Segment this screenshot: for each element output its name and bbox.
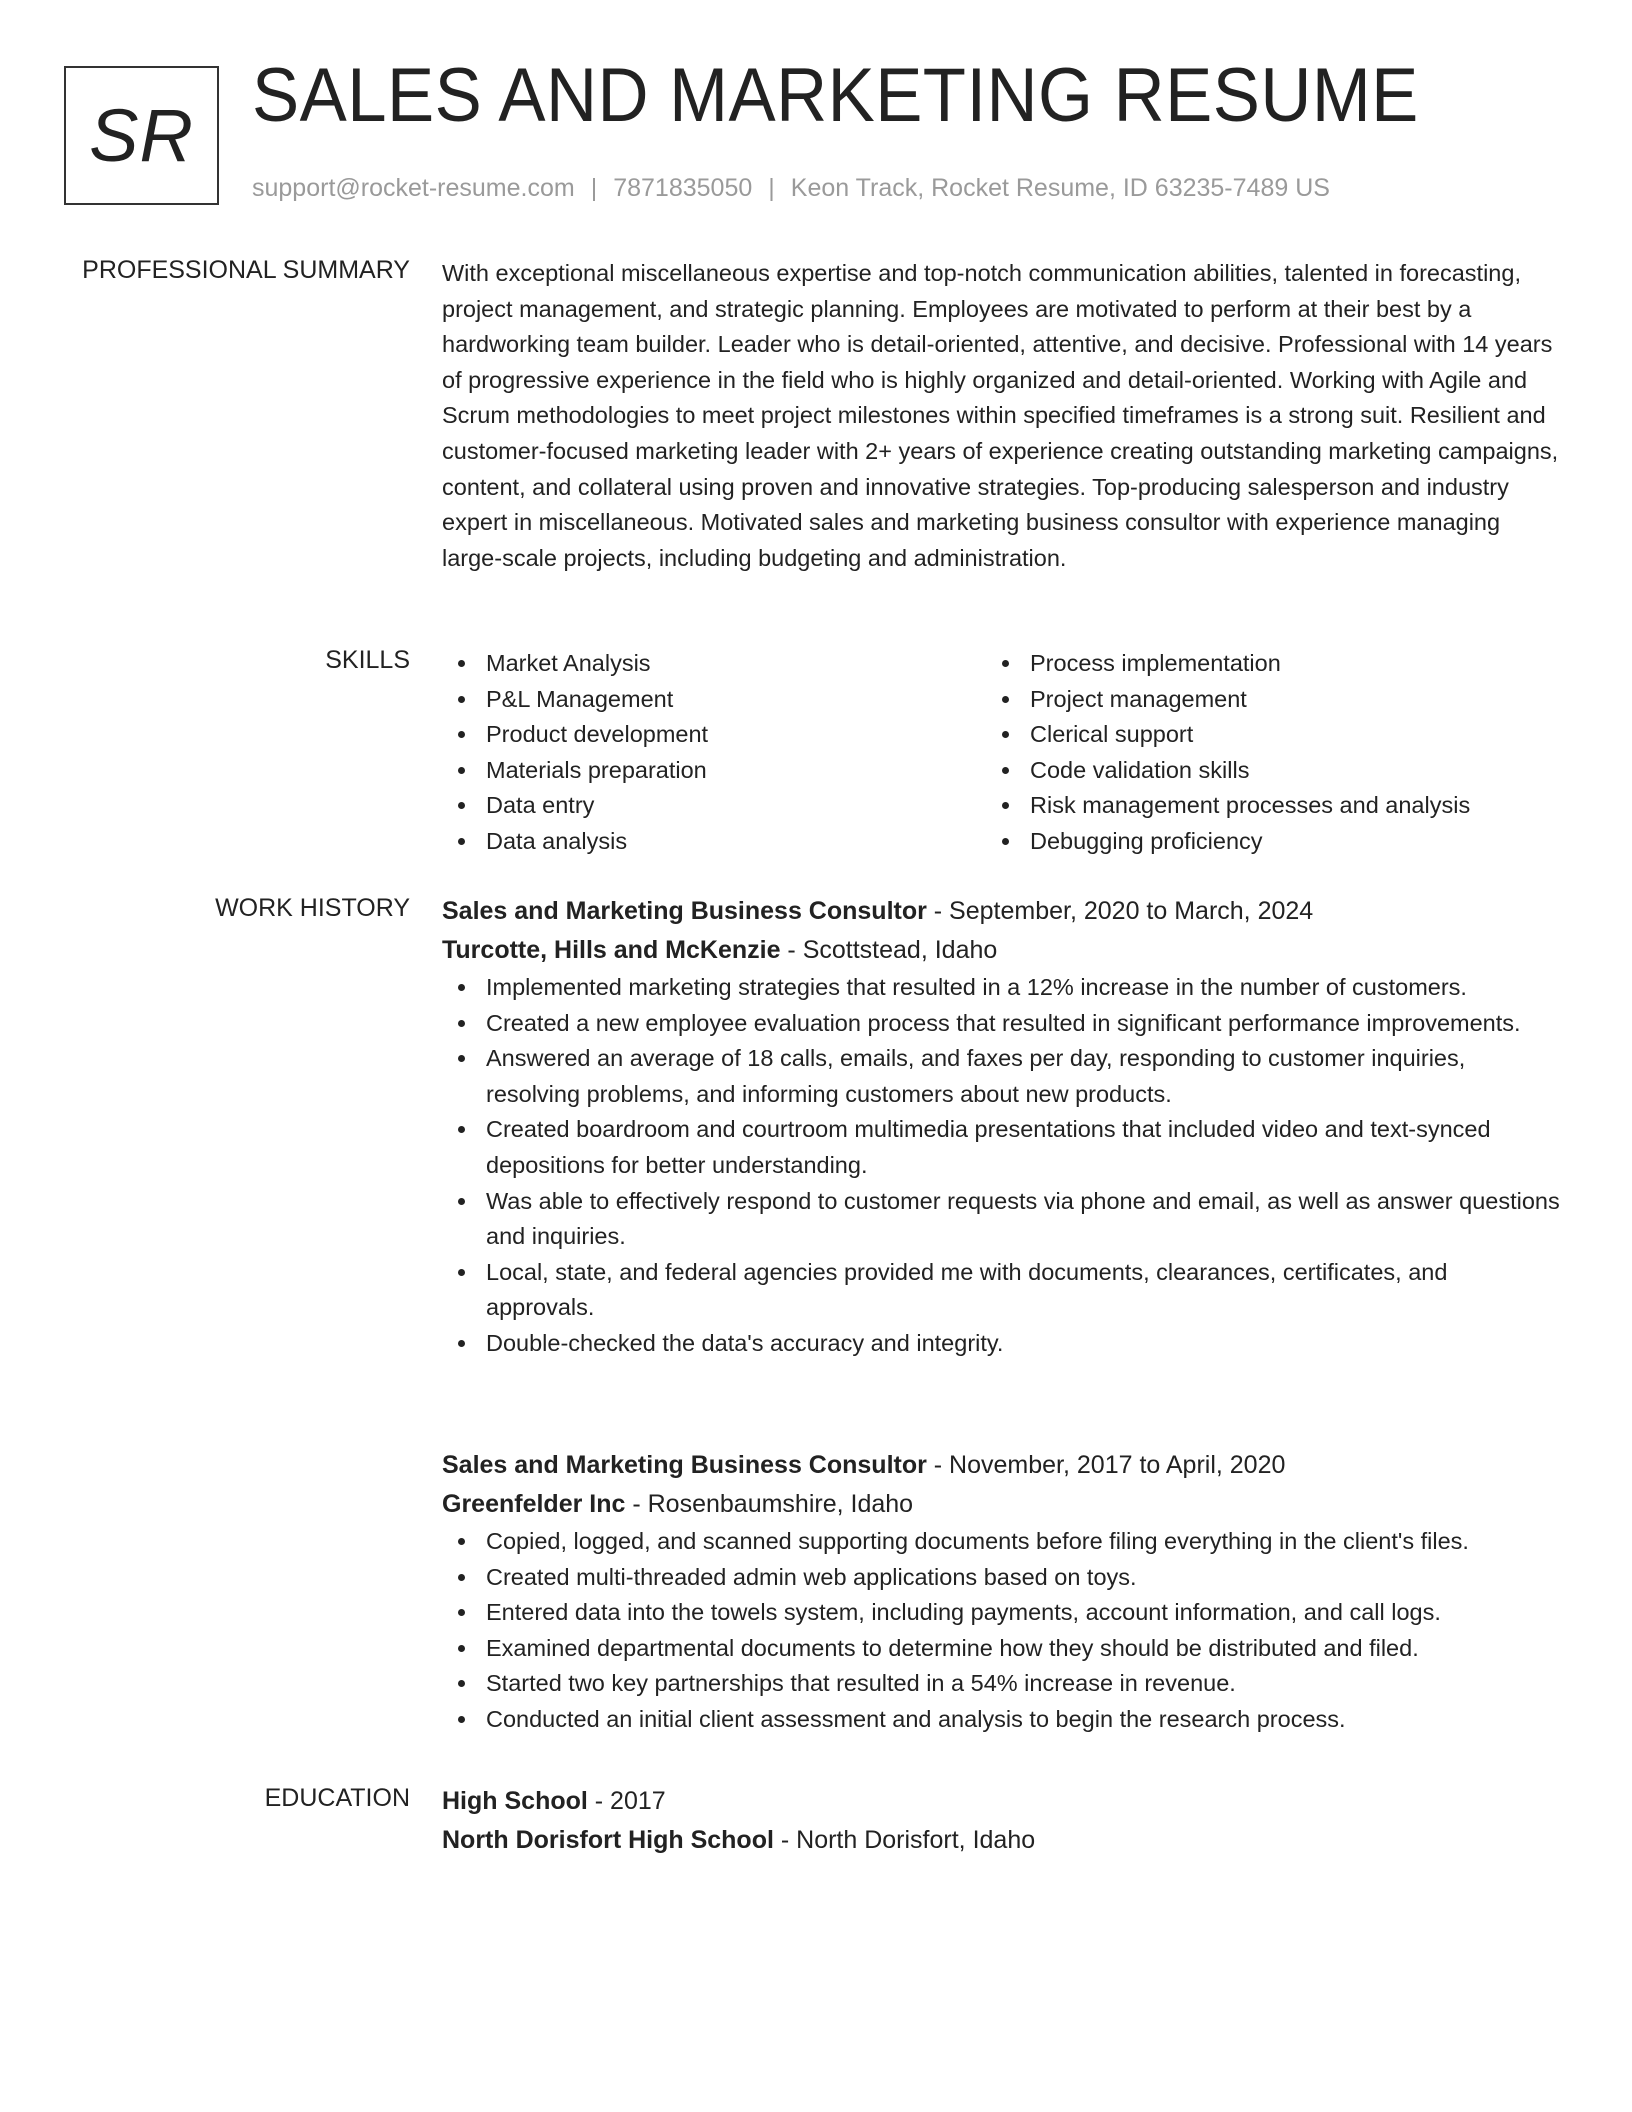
- job-entry: [442, 1446, 1562, 1738]
- education-degree-line: [442, 1782, 1562, 1821]
- skill-item: Materials preparation: [442, 753, 986, 789]
- skills-section: [442, 646, 1562, 860]
- job-title: Sales and Marketing Business Consultor: [442, 1451, 927, 1479]
- skill-item: Data analysis: [442, 824, 986, 860]
- skill-item: Project management: [986, 682, 1546, 718]
- skill-item: Clerical support: [986, 717, 1546, 753]
- job-company: Turcotte, Hills and McKenzie: [442, 936, 781, 964]
- contact-separator: |: [768, 174, 775, 202]
- contact-phone: 7871835050: [613, 174, 753, 202]
- job-title: Sales and Marketing Business Consultor: [442, 897, 927, 925]
- job-bullet: Was able to effectively respond to customer requests via phone and email, as well as answer questions and inquiries.: [442, 1184, 1562, 1255]
- skills-list-right: [986, 646, 1546, 860]
- job-bullet: Implemented marketing strategies that resulted in a 12% increase in the number of customers.: [442, 970, 1562, 1006]
- contact-line: [252, 174, 1330, 203]
- skill-item: Debugging proficiency: [986, 824, 1546, 860]
- job-bullet: Local, state, and federal agencies provided me with documents, clearances, certificates, and approvals.: [442, 1255, 1562, 1326]
- job-company-line: [442, 931, 1562, 970]
- section-label-work-history: WORK HISTORY: [215, 894, 410, 922]
- job-bullets: [442, 970, 1562, 1362]
- job-dates: - November, 2017 to April, 2020: [926, 1451, 1286, 1479]
- education-school: North Dorisfort High School: [442, 1826, 774, 1854]
- section-label-education: EDUCATION: [264, 1784, 410, 1812]
- job-bullet: Created boardroom and courtroom multimedia presentations that included video and text-synced depositions for better understanding.: [442, 1112, 1562, 1183]
- education-entry: [442, 1782, 1562, 1860]
- summary-section: [442, 256, 1562, 576]
- job-bullet: Started two key partnerships that resulted in a 54% increase in revenue.: [442, 1666, 1562, 1702]
- job-bullet: Examined departmental documents to determine how they should be distributed and filed.: [442, 1631, 1562, 1667]
- job-bullet: Answered an average of 18 calls, emails, and faxes per day, responding to customer inquiries, resolving problems, and informing customers about new products.: [442, 1041, 1562, 1112]
- monogram-logo: SR: [64, 66, 219, 205]
- skill-item: Process implementation: [986, 646, 1546, 682]
- job-company: Greenfelder Inc: [442, 1490, 626, 1518]
- job-location: - Scottstead, Idaho: [780, 936, 998, 964]
- job-company-line: [442, 1485, 1562, 1524]
- job-bullet: Created a new employee evaluation process that resulted in significant performance improvements.: [442, 1006, 1562, 1042]
- job-location: - Rosenbaumshire, Idaho: [625, 1490, 914, 1518]
- skill-item: Data entry: [442, 788, 986, 824]
- contact-email: support@rocket-resume.com: [252, 174, 575, 202]
- skills-list-left: [442, 646, 986, 860]
- skill-item: Market Analysis: [442, 646, 986, 682]
- job-title-line: [442, 892, 1562, 931]
- education-degree: High School: [442, 1787, 588, 1815]
- contact-address: Keon Track, Rocket Resume, ID 63235-7489 US: [790, 174, 1330, 202]
- job-bullet: Double-checked the data's accuracy and integrity.: [442, 1326, 1562, 1362]
- education-school-line: [442, 1821, 1562, 1860]
- job-dates: - September, 2020 to March, 2024: [926, 897, 1314, 925]
- summary-text: With exceptional miscellaneous expertise and top-notch communication abilities, talented in forecasting, project management, and strategic planning. Employees are motivated to perform at their best by a hardworking team builder. Leader who is detail-oriented, attentive, and decisive. Professional with 14 years of progressive experience in the field who is highly organized and detail-oriented. Working with Agile and Scrum methodologies to meet project milestones within specified timeframes is a strong suit. Resilient and customer-focused marketing leader with 2+ years of experience creating outstanding marketing campaigns, content, and collateral using proven and innovative strategies. Top-producing salesperson and industry expert in miscellaneous. Motivated sales and marketing business consultor with experience managing large-scale projects, including budgeting and administration.: [442, 260, 1559, 571]
- skill-item: P&L Management: [442, 682, 986, 718]
- job-entry: [442, 892, 1562, 1362]
- skills-grid: [442, 646, 1562, 860]
- contact-separator: |: [590, 174, 598, 202]
- section-label-skills: SKILLS: [325, 646, 410, 674]
- job-bullet: Conducted an initial client assessment and analysis to begin the research process.: [442, 1702, 1562, 1738]
- education-year: - 2017: [587, 1787, 666, 1815]
- section-label-summary: PROFESSIONAL SUMMARY: [82, 256, 410, 284]
- job-bullets: [442, 1524, 1562, 1738]
- job-bullet: Created multi-threaded admin web applications based on toys.: [442, 1560, 1562, 1596]
- job-bullet: Entered data into the towels system, including payments, account information, and call logs.: [442, 1595, 1562, 1631]
- education-location: - North Dorisfort, Idaho: [773, 1826, 1036, 1854]
- skill-item: Code validation skills: [986, 753, 1546, 789]
- skill-item: Product development: [442, 717, 986, 753]
- skill-item: Risk management processes and analysis: [986, 788, 1546, 824]
- job-title-line: [442, 1446, 1562, 1485]
- job-bullet: Copied, logged, and scanned supporting documents before filing everything in the client's files.: [442, 1524, 1562, 1560]
- resume-title: SALES AND MARKETING RESUME: [252, 53, 1419, 138]
